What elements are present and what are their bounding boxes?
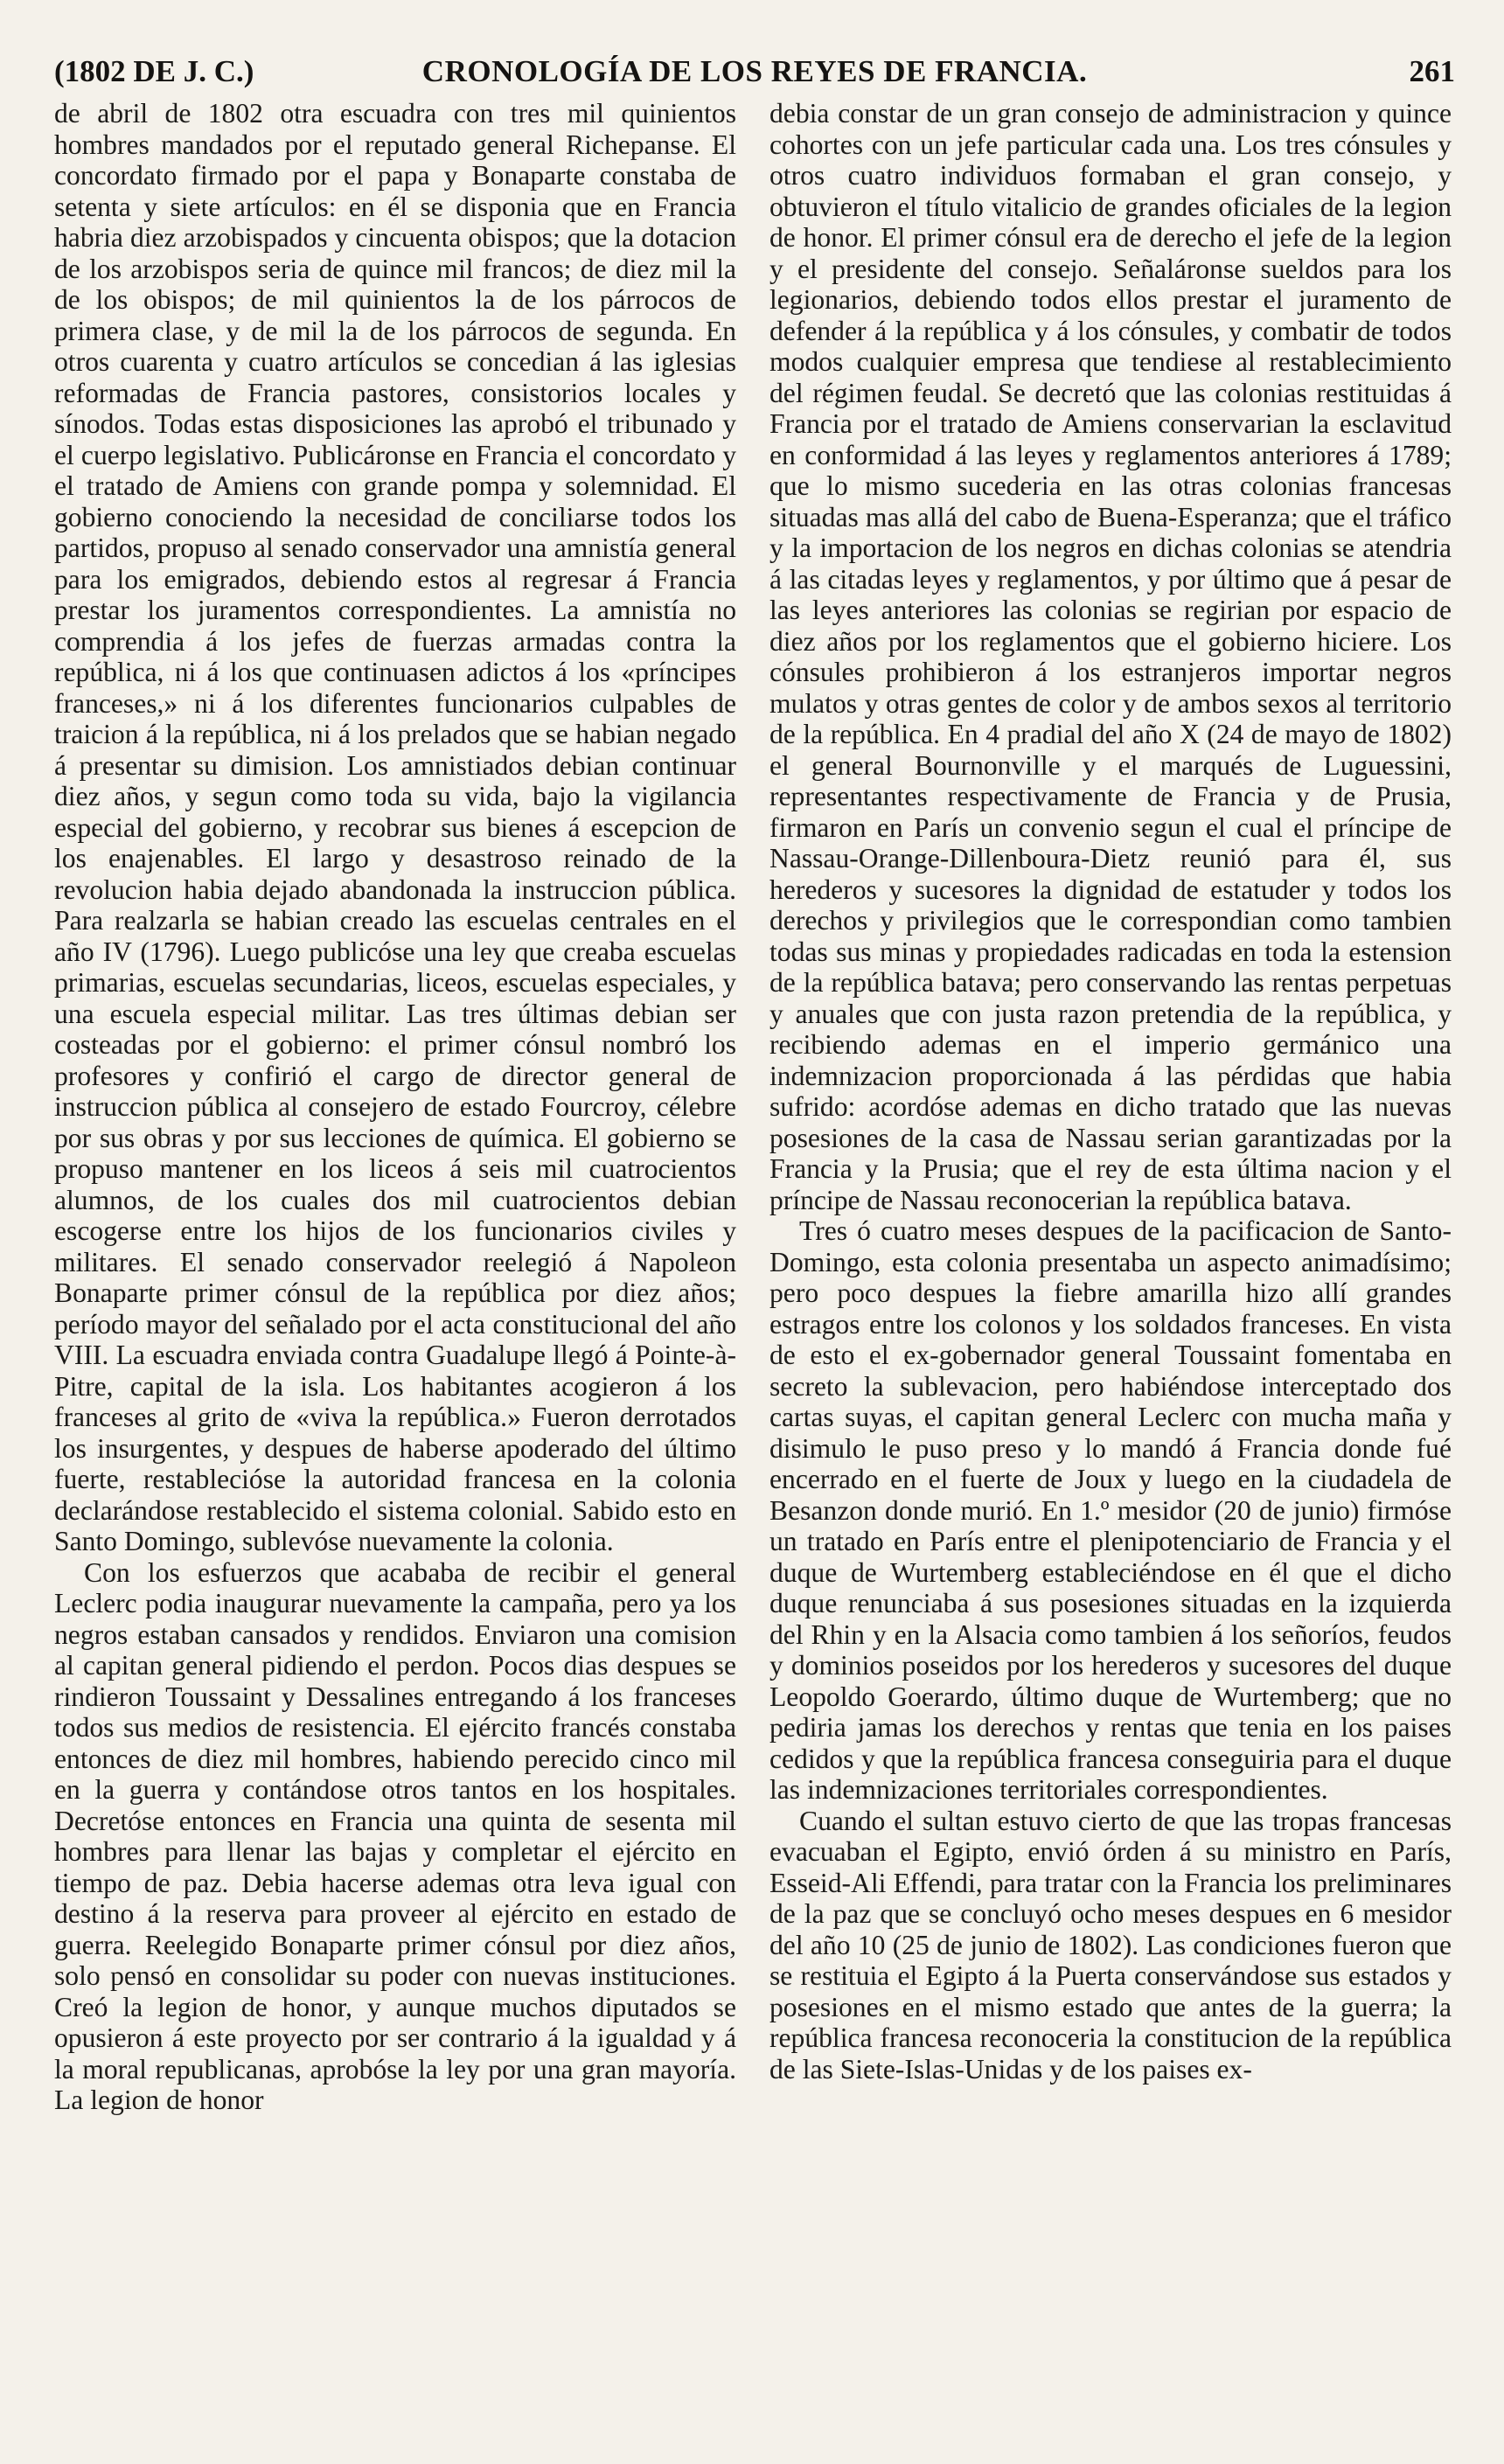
page-number: 261: [1409, 54, 1455, 88]
left-column: [54, 98, 736, 2116]
header-date: (1802 DE J. C.): [54, 54, 254, 88]
right-paragraph-3: Cuando el sultan estuvo cierto de que las tropas francesas evacuaban el Egipto, envió órden á su ministro en París, Esseid-Ali Effendi, para tratar con la Francia los preliminares de la paz que se concluyó ocho meses despues en 6 mesidor del año 10 (25 de junio de 1802). Las condiciones fueron que se restituia el Egipto á la Puerta conservándose sus estados y posesiones en el mismo estado que antes de la guerra; la república francesa reconoceria la constitucion de la república de las Siete-Islas-Unidas y de los paises ex-: [769, 1805, 1452, 2085]
header-title: CRONOLOGÍA DE LOS REYES DE FRANCIA.: [421, 54, 1088, 88]
right-column: [769, 98, 1452, 2085]
page-header: [54, 54, 1455, 98]
left-paragraph-1: de abril de 1802 otra escuadra con tres mil quinientos hombres mandados por el reputado general Richepanse. El concordato firmado por el papa y Bonaparte constaba de setenta y siete artículos: en él se disponia que en Francia habria diez arzobispados y cincuenta obispos; que la dotacion de los arzobispos seria de quince mil francos; de diez mil la de los obispos; de mil quinientos la de los párrocos de primera clase, y de mil la de los párrocos de segunda. En otros cuarenta y cuatro artículos se concedian á las iglesias reformadas de Francia pastores, consistorios locales y sínodos. Todas estas disposiciones las aprobó el tribunado y el cuerpo legislativo. Publicáronse en Francia el concordato y el tratado de Amiens con grande pompa y solemnidad. El gobierno conociendo la necesidad de conciliarse todos los partidos, propuso al senado conservador una amnistía general para los emigrados, debiendo estos al regresar á Francia prestar los juramentos correspondientes. La amnistía no comprendia á los jefes de fuerzas armadas contra la república, ni á los que continuasen adictos á los «príncipes franceses,» ni á los diferentes funcionarios culpables de traicion á la república, ni á los prelados que se habian negado á presentar su dimision. Los amnistiados debian continuar diez años, y segun como toda su vida, bajo la vigilancia especial del gobierno, y recobrar sus bienes á escepcion de los enajenables. El largo y desastroso reinado de la revolucion habia dejado abandonada la instruccion pública. Para realzarla se habian creado las escuelas centrales en el año IV (1796). Luego publicóse una ley que creaba escuelas primarias, escuelas secundarias, liceos, escuelas especiales, y una escuela especial militar. Las tres últimas debian ser costeadas por el gobierno: el primer cónsul nombró los profesores y confirió el cargo de director general de instruccion pública al consejero de estado Fourcroy, célebre por sus obras y por sus lecciones de química. El gobierno se propuso mantener en los liceos á seis mil cuatrocientos alumnos, de los cuales dos mil cuatrocientos debian escogerse entre los hijos de los funcionarios civiles y militares. El senado conservador reelegió á Napoleon Bonaparte primer cónsul de la república por diez años; período mayor del señalado por el acta constitucional del año VIII. La escuadra enviada contra Guadalupe llegó á Pointe-à-Pitre, capital de la isla. Los habitantes acogieron á los franceses al grito de «viva la república.» Fueron derrotados los insurgentes, y despues de haberse apoderado del último fuerte, restablecióse la autoridad francesa en la colonia declarándose restablecido el sistema colonial. Sabido esto en Santo Domingo, sublevóse nuevamente la colonia.: [54, 98, 736, 1556]
left-paragraph-2: Con los esfuerzos que acababa de recibir el general Leclerc podia inaugurar nuevamente la campaña, pero ya los negros estaban cansados y rendidos. Enviaron una comision al capitan general pidiendo el perdon. Pocos dias despues se rindieron Toussaint y Dessalines entregando á los franceses todos sus medios de resistencia. El ejército francés constaba entonces de diez mil hombres, habiendo perecido cinco mil en la guerra y contándose otros tantos en los hospitales. Decretóse entonces en Francia una quinta de sesenta mil hombres para llenar las bajas y completar el ejército en tiempo de paz. Debia hacerse ademas otra leva igual con destino á la reserva para proveer al ejército en estado de guerra. Reelegido Bonaparte primer cónsul por diez años, solo pensó en consolidar su poder con nuevas instituciones. Creó la legion de honor, y aunque muchos diputados se opusieron á este proyecto por ser contrario á la igualdad y á la moral republicanas, aprobóse la ley por una gran mayoría. La legion de honor: [54, 1556, 736, 2115]
right-paragraph-2: Tres ó cuatro meses despues de la pacificacion de Santo-Domingo, esta colonia presentaba un aspecto animadísimo; pero poco despues la fiebre amarilla hizo allí grandes estragos entre los colonos y los soldados franceses. En vista de esto el ex-gobernador general Toussaint fomentaba en secreto la sublevacion, pero habiéndose interceptado dos cartas suyas, el capitan general Leclerc con mucha maña y disimulo le puso preso y lo mandó á Francia donde fué encerrado en el fuerte de Joux y luego en la ciudadela de Besanzon donde murió. En 1.º mesidor (20 de junio) firmóse un tratado en París entre el plenipotenciario de Francia y el duque de Wurtemberg estableciéndose en él que el dicho duque renunciaba á sus posesiones situadas en la izquierda del Rhin y en la Alsacia como tambien á los señoríos, feudos y dominios poseidos por los herederos y sucesores del duque Leopoldo Goerardo, último duque de Wurtemberg; que no pediria jamas los derechos y rentas que tenia en los paises cedidos y que la república francesa conseguiria para el duque las indemnizaciones territoriales correspondientes.: [769, 1215, 1452, 1805]
right-paragraph-1: debia constar de un gran consejo de administracion y quince cohortes con un jefe particular cada una. Los tres cónsules y otros cuatro individuos formaban el gran consejo, y obtuvieron el título vitalicio de grandes oficiales de la legion de honor. El primer cónsul era de derecho el jefe de la legion y el presidente del consejo. Señaláronse sueldos para los legionarios, debiendo todos ellos prestar el juramento de defender á la república y á los cónsules, y combatir de todos modos cualquier empresa que tendiese al restablecimiento del régimen feudal. Se decretó que las colonias restituidas á Francia por el tratado de Amiens conservarian la esclavitud en conformidad á las leyes y reglamentos anteriores á 1789; que lo mismo sucederia en las otras colonias francesas situadas mas allá del cabo de Buena-Esperanza; que el tráfico y la importacion de los negros en dichas colonias se atendria á las citadas leyes y reglamentos, y por último que á pesar de las leyes anteriores las colonias se regirian por espacio de diez años por los reglamentos que el gobierno hiciere. Los cónsules prohibieron á los estranjeros importar negros mulatos y otras gentes de color y de ambos sexos al territorio de la república. En 4 pradial del año X (24 de mayo de 1802) el general Bournonville y el marqués de Luguessini, representantes respectivamente de Francia y de Prusia, firmaron en París un convenio segun el cual el príncipe de Nassau-Orange-Dillenboura-Dietz reunió para él, sus herederos y sucesores la dignidad de estatuder y todos los derechos y privilegios que le correspondian como tambien todas sus minas y propiedades radicadas en toda la estension de la república batava; pero conservando las rentas perpetuas y anuales que con justa razon pretendia de la república, y recibiendo ademas en el imperio germánico una indemnizacion proporcionada á las pérdidas que habia sufrido: acordóse ademas en dicho tratado que las nuevas posesiones de la casa de Nassau serian garantizadas por la Francia y la Prusia; que el rey de esta última nacion y el príncipe de Nassau reconocerian la república batava.: [769, 98, 1452, 1215]
